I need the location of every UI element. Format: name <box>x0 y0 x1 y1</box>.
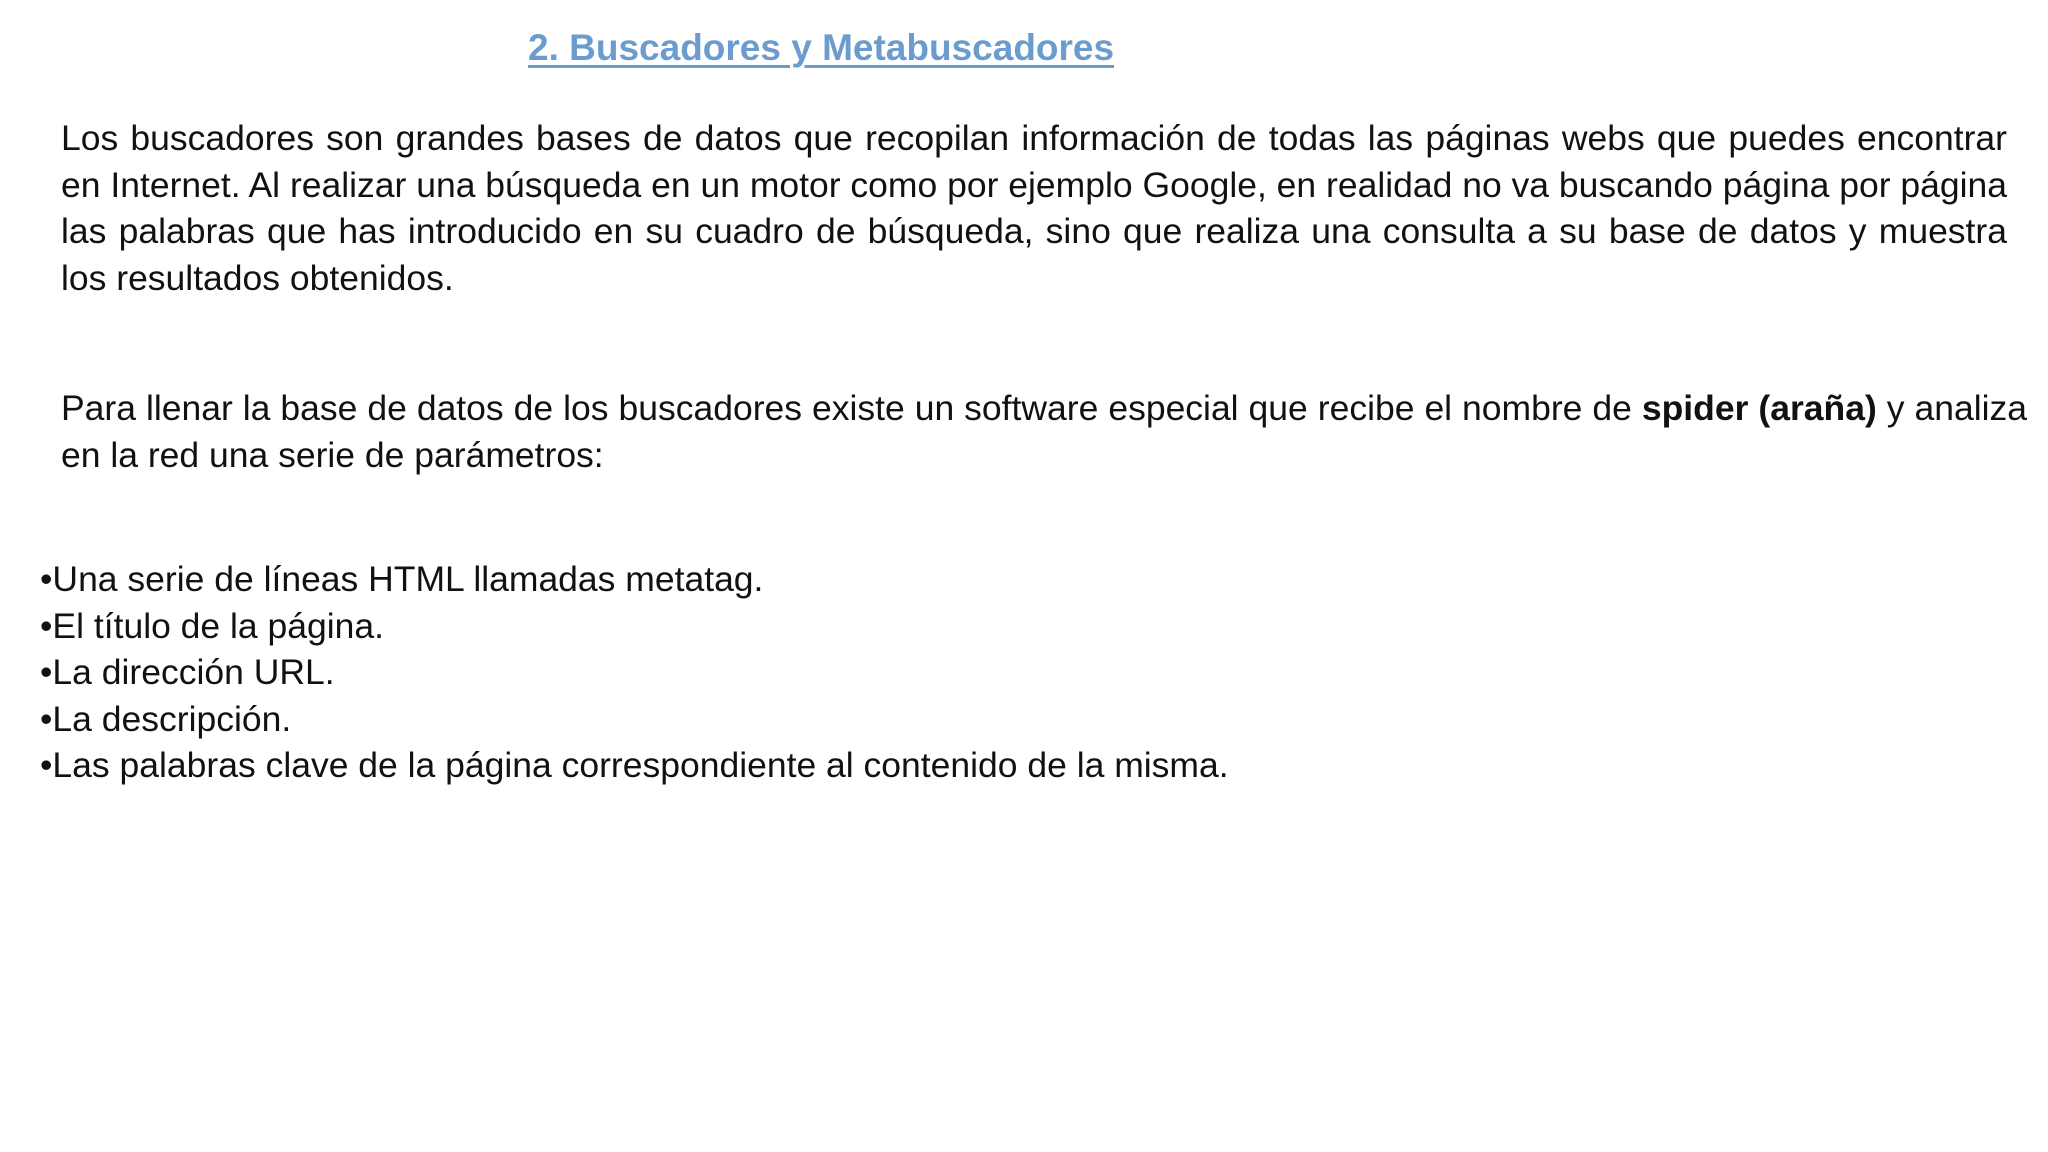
list-item: •El título de la página. <box>40 605 384 646</box>
paragraph-spider-text-before: Para llenar la base de datos de los buscadores existe un software especial que recibe el nombre de <box>61 388 1642 428</box>
list-item: •La descripción. <box>40 698 292 739</box>
slide-title: 2. Buscadores y Metabuscadores <box>528 27 1115 68</box>
list-item: •La dirección URL. <box>40 652 335 692</box>
spider-term: spider (araña) <box>1641 388 1877 428</box>
list-item: •Las palabras clave de la página correspondiente al contenido de la misma. <box>40 745 1229 785</box>
list-item: •Una serie de líneas HTML llamadas metatag. <box>40 559 764 599</box>
paragraph-spider-text-after: y analiza en la red una serie de parámetros: <box>61 388 2027 475</box>
paragraph-search-engines: Los buscadores son grandes bases de datos que recopilan información de todas las páginas webs que puedes encontrar en Internet. Al realizar una búsqueda en un motor como por ejemplo Google, en realidad no va buscando página por página las palabras que has introducido en su cuadro de búsqueda, sino que realiza una consulta a su base de datos y muestra los resultados obtenidos. <box>61 118 2007 298</box>
parameter-list <box>40 556 1229 789</box>
paragraph-spider <box>61 385 2027 478</box>
